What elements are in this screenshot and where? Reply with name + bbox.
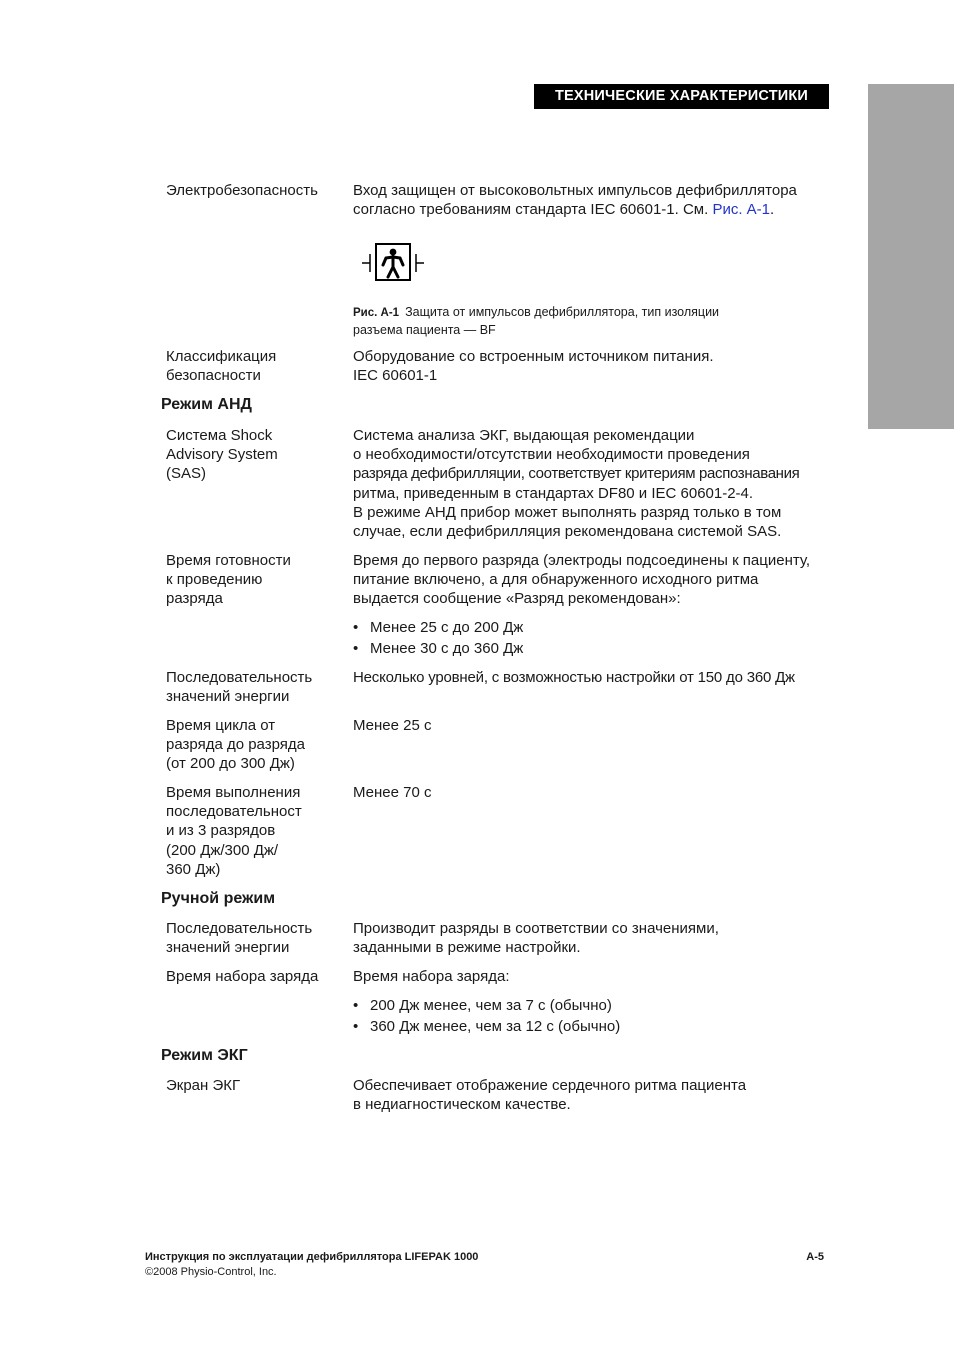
label-line: Последовательность <box>166 920 313 937</box>
label-line: Advisory System <box>166 446 278 464</box>
value-line: в недиагностическом качестве. <box>353 1096 571 1114</box>
value-line: Система анализа ЭКГ, выдающая рекомендации <box>353 427 695 444</box>
label-line: (SAS) <box>166 465 207 483</box>
caption-line: разъема пациента — BF <box>353 323 496 337</box>
label-line: к проведению <box>166 571 263 589</box>
label-line: Классификация <box>166 348 277 365</box>
label-line: и из 3 разрядов <box>166 822 276 840</box>
label-charge-time: Время набора заряда <box>166 968 319 985</box>
label-electrical-safety: Электробезопасность <box>166 182 318 199</box>
value-charge-time: Время набора заряда: <box>353 968 510 985</box>
label-ecg-screen: Экран ЭКГ <box>166 1077 241 1094</box>
value-line: заданными в режиме настройки. <box>353 939 581 957</box>
value-line: Оборудование со встроенным источником питания. <box>353 348 714 365</box>
label-sas <box>166 426 278 484</box>
label-safety-class <box>166 347 276 385</box>
label-line: разряда <box>166 590 223 608</box>
list-item: • 360 Дж менее, чем за 12 с (обычно) <box>353 1016 620 1037</box>
page-number: A-5 <box>806 1251 824 1263</box>
value-sas <box>353 426 799 541</box>
value-line: питание включено, а для обнаруженного исходного ритма <box>353 571 759 589</box>
section-title-ecg: Режим ЭКГ <box>161 1047 248 1064</box>
label-line: Время цикла от <box>166 717 276 734</box>
caption-text: Защита от импульсов дефибриллятора, тип изоляции <box>405 305 720 319</box>
value-line: В режиме АНД прибор может выполнять разряд только в том <box>353 503 782 521</box>
footer-copyright: ©2008 Physio-Control, Inc. <box>145 1266 277 1278</box>
label-manual-energy <box>166 919 312 957</box>
value-line: Производит разряды в соответствии со значениями, <box>353 920 719 937</box>
value-ready-time <box>353 551 810 609</box>
label-line: Время выполнения <box>166 784 301 801</box>
label-line: последовательност <box>166 803 302 821</box>
value-line <box>353 200 797 219</box>
value-series-time: Менее 70 с <box>353 784 432 801</box>
label-series-time <box>166 783 302 879</box>
value-line: о необходимости/отсутствии необходимости проведения <box>353 446 750 464</box>
side-tab <box>868 84 954 429</box>
label-line: 360 Дж) <box>166 860 221 878</box>
value-line: IEC 60601-1 <box>353 367 438 385</box>
caption-label: Рис. А-1 <box>353 307 400 319</box>
label-line: значений энергии <box>166 688 290 706</box>
value-cycle-time: Менее 25 с <box>353 717 432 734</box>
value-text: . <box>770 201 775 219</box>
section-header: ТЕХНИЧЕСКИЕ ХАРАКТЕРИСТИКИ <box>534 84 829 109</box>
defib-proof-bf-icon <box>360 242 426 284</box>
label-line: Система Shock <box>166 427 273 444</box>
label-line: разряда до разряда <box>166 736 305 754</box>
value-line: разряда дефибрилляции, соответствует критериям распознавания <box>353 465 800 483</box>
value-line: Вход защищен от высоковольтных импульсов дефибриллятора <box>353 182 797 199</box>
label-line: значений энергии <box>166 939 290 957</box>
label-line: Последовательность <box>166 669 313 686</box>
section-title-manual: Ручной режим <box>161 890 276 907</box>
list-item: • 200 Дж менее, чем за 7 с (обычно) <box>353 995 620 1016</box>
label-line: Время готовности <box>166 552 291 569</box>
label-line: (200 Дж/300 Дж/ <box>166 841 279 859</box>
value-manual-energy <box>353 919 719 957</box>
value-safety-class <box>353 347 714 385</box>
section-title-aed: Режим АНД <box>161 396 252 413</box>
value-line: случае, если дефибрилляция рекомендована системой SAS. <box>353 523 782 541</box>
list-item: • Менее 30 с до 360 Дж <box>353 638 523 659</box>
charge-time-list <box>353 995 620 1037</box>
caption-line <box>353 304 773 322</box>
value-line: ритма, приведенным в стандартах DF80 и IEC 60601-2-4. <box>353 484 754 502</box>
value-text: согласно требованиям стандарта IEC 60601-1. См. <box>353 201 713 219</box>
figure-link[interactable]: Рис. А-1 <box>712 201 771 219</box>
label-cycle-time <box>166 716 305 774</box>
value-electrical-safety <box>353 181 797 219</box>
value-line: Обеспечивает отображение сердечного ритма пациента <box>353 1077 747 1094</box>
value-energy-sequence: Несколько уровней, с возможностью настройки от 150 до 360 Дж <box>353 669 795 686</box>
label-line: (от 200 до 300 Дж) <box>166 755 295 773</box>
value-line: выдается сообщение «Разряд рекомендован»: <box>353 590 681 608</box>
label-ready-time <box>166 551 291 609</box>
figure-caption <box>353 304 773 339</box>
footer-title: Инструкция по эксплуатации дефибриллятора LIFEPAK 1000 <box>145 1251 479 1263</box>
value-line: Время до первого разряда (электроды подсоединены к пациенту, <box>353 552 811 569</box>
ready-time-list <box>353 617 523 659</box>
value-ecg-screen <box>353 1076 746 1114</box>
label-line: безопасности <box>166 367 261 385</box>
label-energy-sequence <box>166 668 312 706</box>
footer <box>145 1250 478 1280</box>
list-item: • Менее 25 с до 200 Дж <box>353 617 523 638</box>
